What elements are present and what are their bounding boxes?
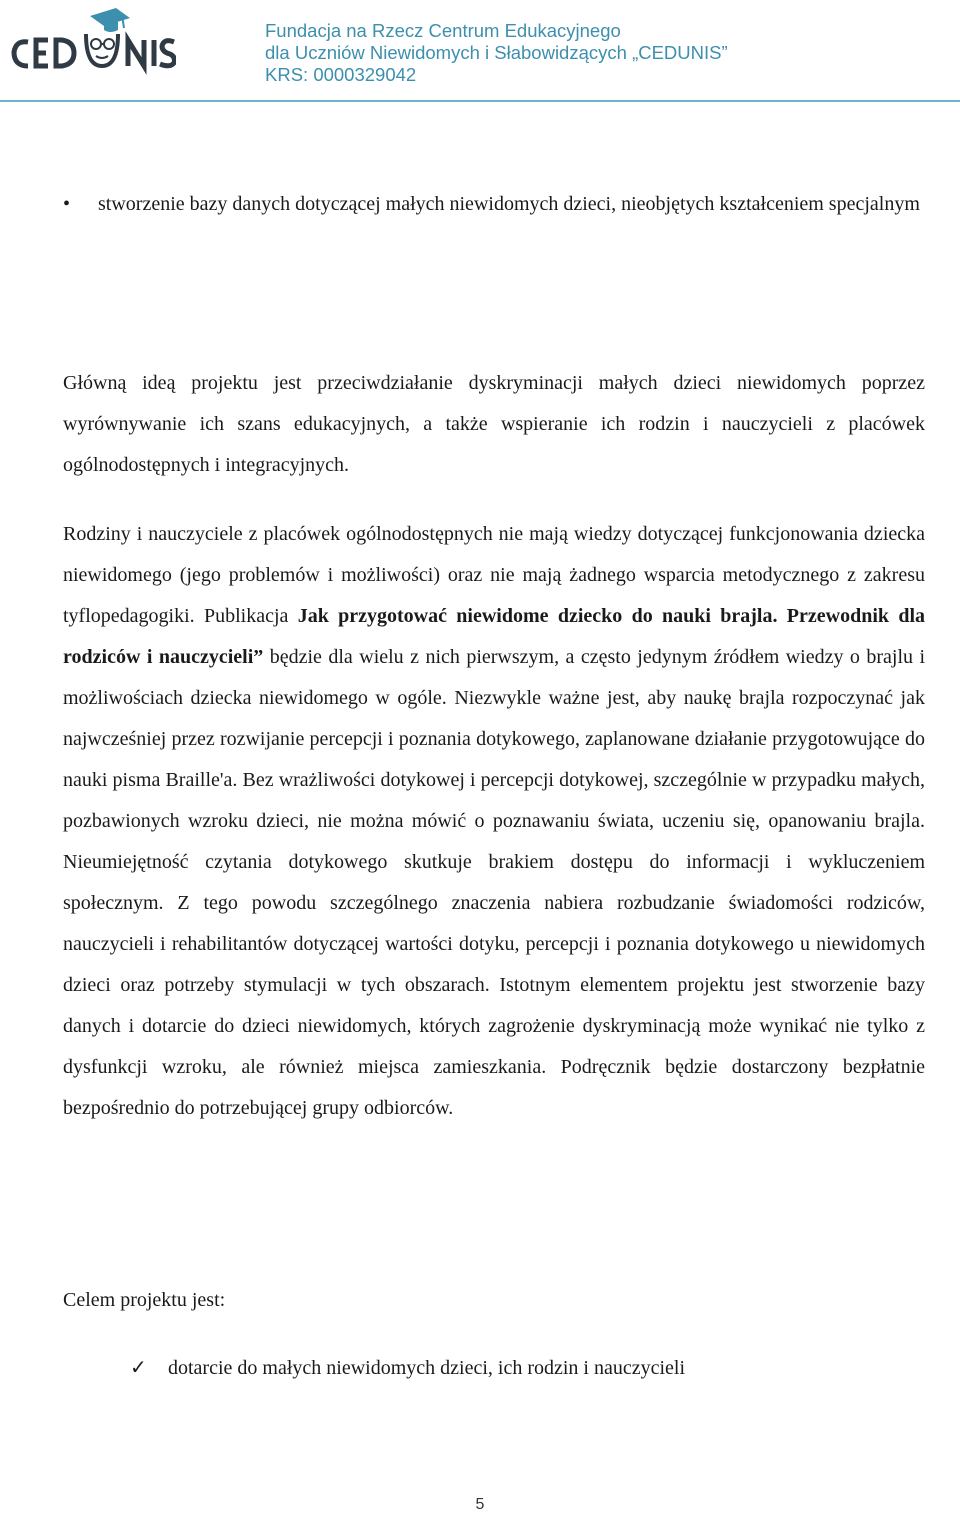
paragraph-families: [63, 514, 925, 1129]
organization-info: [265, 20, 728, 86]
paragraph-main-idea: Główną ideą projektu jest przeciwdziałanie dyskryminacji małych dzieci niewidomych poprzez wyrównywanie ich szans edukacyjnych, a także wspieranie ich rodzin i nauczycieli z placówek ogólnodostępnych i integracyjnych.: [63, 372, 925, 476]
cedunis-logo: [6, 4, 176, 76]
org-krs: KRS: 0000329042: [265, 64, 417, 85]
paragraph-text: będzie dla wielu z nich pierwszym, a często jedynym źródłem wiedzy o brajlu i możliwościach dziecka niewidomego w ogóle. Niezwykle ważne jest, aby naukę brajla rozpoczynać jak najwcześniej przez rozwijanie percepcji i poznania dotykowego, zaplanowane działanie przygotowujące do nauki pisma Braille'a. Bez wrażliwości dotykowej i percepcji dotykowej, szczególnie w przypadku małych, pozbawionych wzroku dzieci, nie można mówić o poznawaniu świata, uczeniu się, opanowaniu brajla. Nieumiejętność czytania dotykowego skutkuje brakiem dostępu do informacji i wykluczeniem społecznym. Z tego powodu szczególnego znaczenia nabiera rozbudzanie świadomości rodziców, nauczycieli i rehabilitantów dotyczącej wartości dotyku, percepcji i poznania dotykowego u niewidomych dzieci oraz potrzeby stymulacji w tych obszarach. Istotnym elementem projektu jest stworzenie bazy danych i dotarcie do dzieci niewidomych, których zagrożenie dyskryminacją może wynikać nie tylko z dysfunkcji wzroku, ale również miejsca zamieszkania. Podręcznik będzie dostarczony bezpłatnie bezpośrednio do potrzebującej grupy odbiorców.: [63, 646, 926, 1119]
org-name-line2: dla Uczniów Niewidomych i Słabowidzących „CEDUNIS”: [265, 42, 728, 63]
org-name-line1: Fundacja na Rzecz Centrum Edukacyjnego: [265, 20, 621, 41]
bullet-text: stworzenie bazy danych dotyczącej małych niewidomych dzieci, nieobjętych kształceniem specjalnym: [98, 193, 920, 215]
page-header: [0, 0, 960, 104]
header-divider: [0, 100, 960, 102]
paragraph-text: Rodziny i nauczyciele z placówek ogólnodostępnych nie mają wiedzy dotyczącej funkcjonowania dziecka niewidomego (jego problemów i możliwości) oraz nie mają żadnego wsparcia metodycznego z zakresu tyflopedagogiki. Publikacja: [63, 523, 925, 627]
checklist-text: dotarcie do małych niewidomych dzieci, ich rodzin i nauczycieli: [168, 1357, 686, 1379]
checkmark-icon: ✓: [130, 1357, 147, 1379]
goal-heading: Celem projektu jest:: [63, 1289, 226, 1311]
bullet-list-item: [63, 184, 925, 225]
publication-title: Jak przygotować niewidome dziecko do nauki brajla. Przewodnik dla rodziców i nauczycieli”: [63, 605, 925, 668]
bullet-dot-icon: •: [63, 193, 71, 215]
page-number: 5: [475, 1496, 485, 1513]
checklist-item: [130, 1348, 925, 1389]
